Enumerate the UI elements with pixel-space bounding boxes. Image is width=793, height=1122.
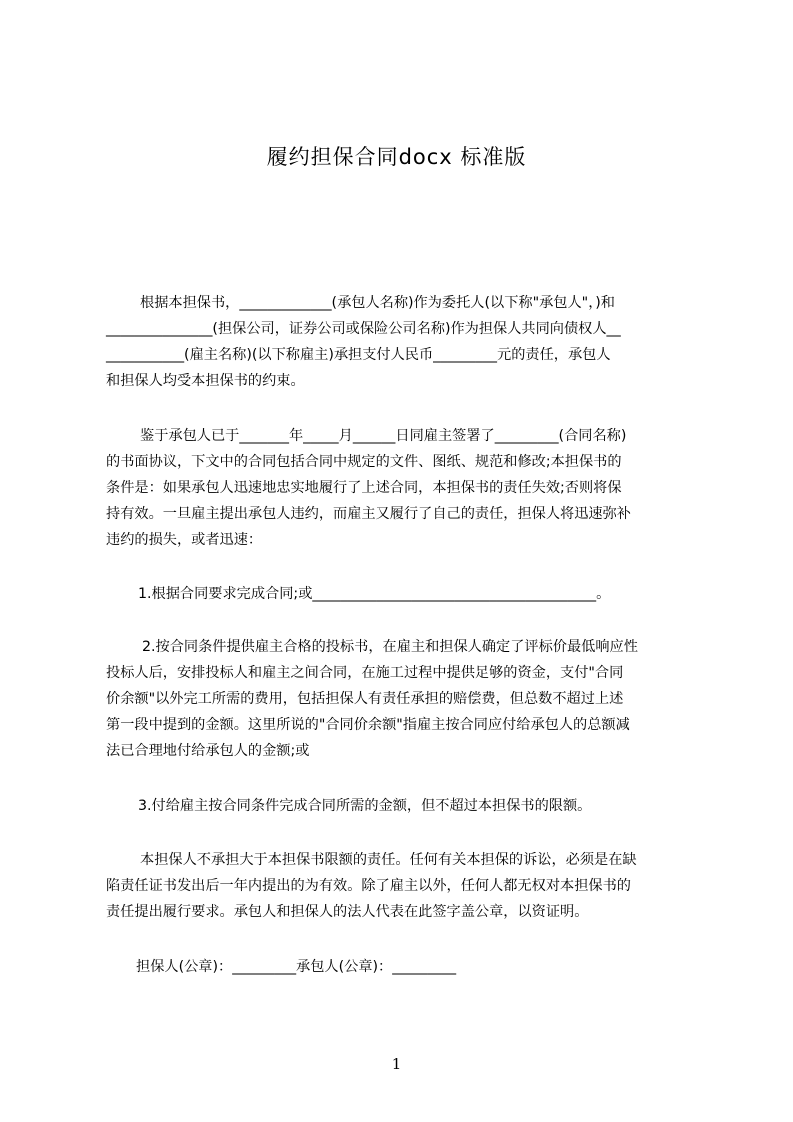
document-title: 履约担保合同docx 标准版 (266, 145, 527, 169)
paragraph-recital-line-2: 的书面协议，下文中的合同包括合同中规定的文件、图纸、规范和修改;本担保书的 (106, 454, 622, 470)
paragraph-intro-line-4: 和担保人均受本担保书的约束。 (106, 373, 305, 389)
paragraph-limits-line-2: 陷责任证书发出后一年内提出的为有效。除了雇主以外，任何人都无权对本担保书的 (106, 878, 631, 894)
item-2-line-5: 法已合理地付给承包人的金额;或 (106, 743, 310, 759)
paragraph-recital-line-3: 条件是：如果承包人迅速地忠实地履行了上述合同，本担保书的责任失效;否则将保 (106, 480, 622, 496)
signature-line: 担保人(公章)：_________承包人(公章)：_________ (136, 959, 457, 975)
item-1-line-1: 1.根据合同要求完成合同;或________________________________________。 (138, 586, 611, 602)
paragraph-intro-line-2: _______________(担保公司，证券公司或保险公司名称)作为担保人共同向债权人__ (106, 321, 621, 337)
item-2-line-1: 2.按合同条件提供雇主合格的投标书，在雇主和担保人确定了评标价最低响应性 (142, 639, 638, 655)
paragraph-recital-line-5: 违约的损失，或者迅速： (106, 532, 263, 548)
paragraph-intro-line-3: ___________(雇主名称)(以下称雇主)承担支付人民币_________元的责任，承包人 (106, 347, 611, 363)
paragraph-recital-line-4: 持有效。一旦雇主提出承包人违约，而雇主又履行了自己的责任，担保人将迅速弥补 (106, 506, 631, 522)
item-2-line-4: 第一段中提到的金额。这里所说的"合同价余额"指雇主按合同应付给承包人的总额减 (106, 717, 630, 733)
item-3-line-1: 3.付给雇主按合同条件完成合同所需的金额，但不超过本担保书的限额。 (138, 798, 592, 814)
page-number: 1 (391, 1055, 402, 1073)
item-2-line-3: 价余额"以外完工所需的费用，包括担保人有责任承担的赔偿费，但总数不超过上述 (106, 691, 624, 707)
paragraph-limits-line-3: 责任提出履行要求。承包人和担保人的法人代表在此签字盖公章，以资证明。 (106, 904, 589, 920)
paragraph-recital-line-1: 鉴于承包人已于_______年_____月______日同雇主签署了_________(合同名称) (140, 428, 627, 444)
item-2-line-2: 投标人后，安排投标人和雇主之间合同，在施工过程中提供足够的资金，支付"合同 (106, 665, 624, 681)
paragraph-limits-line-1: 本担保人不承担大于本担保书限额的责任。任何有关本担保的诉讼，必须是在缺 (140, 852, 637, 868)
paragraph-intro-line-1: 根据本担保书，_____________(承包人名称)作为委托人(以下称"承包人"，)和 (140, 295, 615, 311)
